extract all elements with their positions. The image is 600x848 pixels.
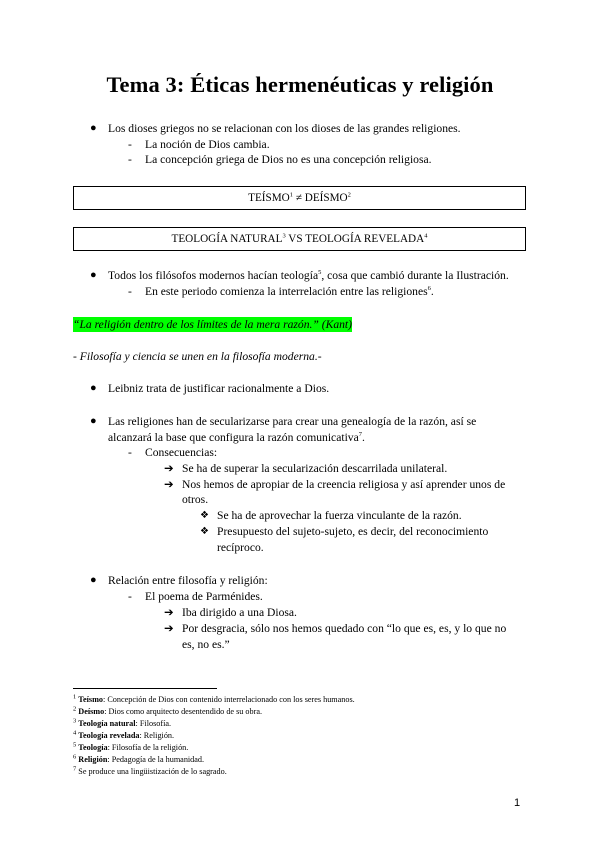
footnote-text: : Religión. <box>139 731 175 740</box>
page-number: 1 <box>514 797 521 809</box>
intro-bullet: Los dioses griegos no se relacionan con los dioses de las grandes religiones. <box>108 122 461 135</box>
footnote-text: : Concepción de Dios con contenido interrelacionado con los seres humanos. <box>103 695 355 704</box>
theology-box <box>73 227 526 251</box>
bullet-icon: ● <box>90 574 97 586</box>
footnote-text: Se produce una lingüistización de lo sagrado. <box>76 767 227 776</box>
bullet-icon: ● <box>90 122 97 134</box>
footnote-divider <box>73 688 217 689</box>
footnote-text: : Pedagogía de la humanidad. <box>107 755 205 764</box>
footnote-number: 3 <box>73 717 77 725</box>
secular-line-1: Las religiones han de secularizarse para crear una genealogía de la razón, así se <box>108 415 477 428</box>
kant-quote: “La religión dentro de los límites de la mera razón.” (Kant) <box>73 318 353 331</box>
secular-line-2b: . <box>362 430 365 444</box>
secular-line-2a: alcanzará la base que configura la razón comunicativa <box>108 430 359 444</box>
footnote-number: 6 <box>73 753 77 761</box>
footnote-term: Teología natural <box>78 719 136 728</box>
box1-operator: ≠ <box>293 192 305 204</box>
footnote-ref: 2 <box>347 191 351 199</box>
footnote-ref: 6 <box>427 285 431 293</box>
box2-term-a: TEOLOGÍA NATURAL <box>171 233 283 245</box>
relation-point-2-line-2: es, no es.” <box>182 638 230 651</box>
secular-bullet <box>108 414 526 445</box>
box2-operator: VS <box>285 233 306 245</box>
footnote-7 <box>73 766 227 778</box>
dash-icon: - <box>128 138 132 151</box>
intro-sub-1: La noción de Dios cambia. <box>145 138 270 151</box>
sub-consequence-2 <box>217 524 526 555</box>
footnote-2 <box>73 706 262 718</box>
relation-bullet: Relación entre filosofía y religión: <box>108 574 268 587</box>
footnote-number: 2 <box>73 705 77 713</box>
arrow-icon: ➔ <box>164 605 174 619</box>
footnote-5 <box>73 742 188 754</box>
footnote-6 <box>73 754 204 766</box>
modern-sub-text-a: En este periodo comienza la interrelación entre las religiones <box>145 285 428 298</box>
box1-term-a: TEÍSMO <box>248 192 290 204</box>
footnote-1 <box>73 694 355 706</box>
footnote-ref: 4 <box>424 232 428 240</box>
dash-icon: - <box>128 153 132 166</box>
footnote-term: Religión <box>78 755 108 764</box>
consequences-label: Consecuencias: <box>145 446 218 459</box>
bullet-icon: ● <box>90 382 97 394</box>
footnote-term: Deísmo <box>78 707 105 716</box>
footnote-ref: 5 <box>318 269 322 277</box>
footnote-number: 7 <box>73 765 77 773</box>
modern-sub-text-b: . <box>430 285 434 298</box>
sub-consequence-1: Se ha de aprovechar la fuerza vinculante de la razón. <box>217 509 462 522</box>
bullet-icon: ● <box>90 415 97 427</box>
consequence-2-line-2: otros. <box>182 493 209 506</box>
footnote-text: : Filosofía de la religión. <box>107 743 189 752</box>
box2-term-b: TEOLOGÍA REVELADA <box>305 233 425 245</box>
diamond-icon: ❖ <box>200 526 209 537</box>
leibniz-bullet: Leibniz trata de justificar racionalmente a Dios. <box>108 382 330 395</box>
dash-icon: - <box>128 285 132 298</box>
sub-consequence-2-line-2: recíproco. <box>217 540 264 554</box>
bullet-icon: ● <box>90 269 97 281</box>
modern-sub <box>145 284 434 299</box>
footnote-ref: 1 <box>289 191 294 199</box>
sub-consequence-2-line-1: Presupuesto del sujeto-sujeto, es decir, del reconocimiento <box>217 525 489 538</box>
dash-icon: - <box>128 446 132 459</box>
intro-sub-2: La concepción griega de Dios no es una concepción religiosa. <box>145 153 432 166</box>
page-title: Tema 3: Éticas hermenéuticas y religión <box>106 72 494 97</box>
footnote-text: : Filosofía. <box>135 719 172 728</box>
relation-point-1: Iba dirigido a una Diosa. <box>182 606 297 619</box>
footnote-number: 1 <box>73 693 77 701</box>
footnote-term: Teología <box>78 743 108 752</box>
footnote-ref: 7 <box>358 430 362 438</box>
dash-icon: - <box>128 590 132 603</box>
diamond-icon: ❖ <box>200 510 209 521</box>
arrow-icon: ➔ <box>164 461 174 475</box>
footnote-4 <box>73 730 174 742</box>
modern-bullet-text-a: Todos los filósofos modernos hacían teología <box>108 269 319 282</box>
footnote-3 <box>73 718 171 730</box>
footnote-term: Teología revelada <box>78 731 140 740</box>
arrow-icon: ➔ <box>164 621 174 635</box>
theism-deism-box <box>73 186 526 210</box>
relation-sub: El poema de Parménides. <box>145 590 263 603</box>
consequence-2-line-1: Nos hemos de apropiar de la creencia religiosa y así aprender unos de <box>182 478 506 491</box>
philosophy-science-note: - Filosofía y ciencia se unen en la filosofía moderna.- <box>73 350 322 363</box>
footnote-ref: 3 <box>282 232 286 240</box>
consequence-1: Se ha de superar la secularización descarrilada unilateral. <box>182 462 448 475</box>
footnote-number: 4 <box>73 729 77 737</box>
footnote-term: Teísmo <box>78 695 104 704</box>
modern-bullet-text-b: , cosa que cambió durante la Ilustración. <box>321 269 509 282</box>
box1-term-b: DEÍSMO <box>304 192 348 204</box>
modern-bullet <box>108 268 509 283</box>
relation-point-2-line-1: Por desgracia, sólo nos hemos quedado con “lo que es, es, y lo que no <box>182 622 507 635</box>
footnote-number: 5 <box>73 741 77 749</box>
arrow-icon: ➔ <box>164 477 174 491</box>
footnote-text: : Dios como arquitecto desentendido de su obra. <box>104 707 263 716</box>
